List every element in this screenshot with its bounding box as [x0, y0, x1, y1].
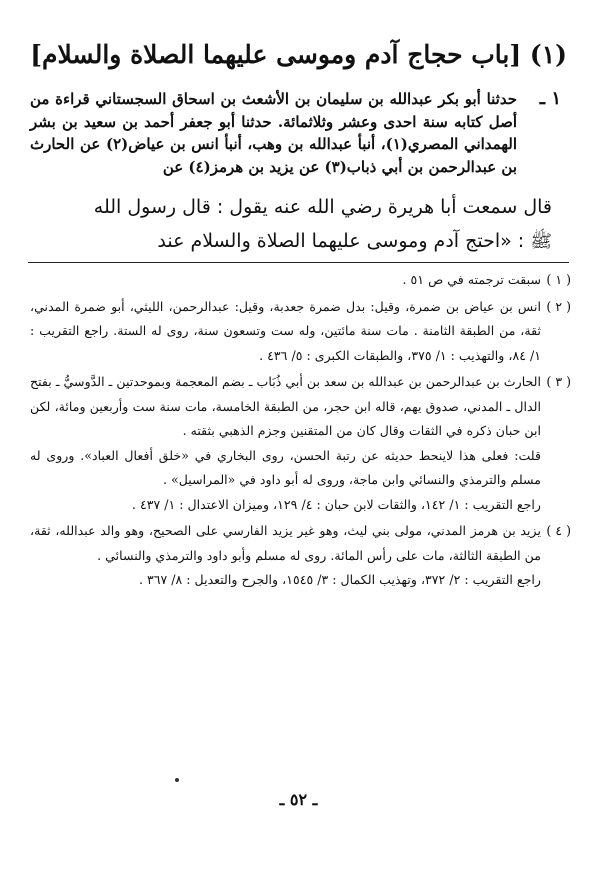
- footnote-references: راجع التقريب : ٢/ ٣٧٢، وتهذيب الكمال : ٣/ ١٥٤٥، والجرح والتعديل : ٨/ ٣٦٧ .: [138, 572, 541, 587]
- footnote-text: سبقت ترجمته في ص ٥١ .: [402, 272, 541, 287]
- hadith-number: ١ ـ: [539, 88, 561, 109]
- footnote-number: ( ١ ): [546, 272, 571, 287]
- footnote-1: [30, 268, 571, 293]
- footnote-2: [30, 295, 571, 369]
- footnote-number: ( ٣ ): [546, 374, 571, 389]
- ink-dot: [175, 778, 179, 782]
- footnote-text: الحارث بن عبدالرحمن بن عبدالله بن سعد بن أبي ذُبَاب ـ بضم المعجمة وبموحدتين ـ الدَّوسيُّ ـ بفتح الدال ـ المدني، صدوق يهم، قاله ابن حجر، من الطبقة الخامسة، مات سنة ست وأربعين ومائة، لكن ابن حبان ذكره في الثقات وقال كان من المتقنين وجزم الذهبي بثقته .: [30, 374, 541, 438]
- footnote-references: راجع التقريب : ١/ ١٤٢، والثقات لابن حبان : ٤/ ١٢٩، وميزان الاعتدال : ١/ ٤٣٧ .: [131, 496, 541, 512]
- hadith-matn: [30, 190, 552, 259]
- footnote-number: ( ٢ ): [546, 298, 571, 314]
- footnote-4: [30, 519, 571, 593]
- footnotes: [30, 268, 571, 595]
- page-number: ـ ٥٢ ـ: [279, 790, 318, 809]
- footnote-comment: قلت: فعلى هذا لاينحط حديثه عن رتبة الحسن، روى البخاري في «خلق أفعال العباد». وروى له مسلم والترمذي والنسائي وابن ماجة، وروى له أبو داود في «المراسيل» .: [30, 447, 541, 487]
- hadith-block: [30, 88, 567, 178]
- matn-line-2: : «احتج آدم وموسى عليهما الصلاة والسلام عند: [157, 230, 525, 252]
- hadith-isnad: حدثنا أبو بكر عبدالله بن سليمان بن الأشعث بن اسحاق السجستاني قراءة من أصل كتابه سنة احدى وعشر وثلاثمائة. حدثنا أبو جعفر أحمد بن سعيد بن بشر الهمداني المصري(١)، أنبأ عبدالله بن وهب، أنبأ انس بن عياض(٢) عن الحارث بن عبدالرحمن بن أبي ذباب(٣) عن يزيد بن هرمز(٤) عن: [30, 90, 517, 176]
- matn-line-2-wrap: [30, 224, 552, 259]
- salawat-ligature: ﷺ: [530, 231, 552, 252]
- chapter-title: (١) [باب حجاج آدم وموسى عليهما الصلاة والسلام]: [30, 40, 567, 69]
- footnote-divider: [28, 262, 569, 263]
- matn-line-1: قال سمعت أبا هريرة رضي الله عنه يقول : قال رسول الله: [93, 196, 552, 218]
- footnote-number: ( ٤ ): [546, 523, 571, 538]
- footnote-text: انس بن عياض بن ضمرة، وقيل: بدل ضمرة جعدبة، وقيل: عبدالرحمن، الليثي، أبو ضمرة المدني، ثقة، من الطبقة الثامنة . مات سنة مائتين، وله ست وتسعون سنة، روى له الستة. راجع التقريب : ١/ ٨٤، والتهذيب : ١/ ٣٧٥، والطبقات الكبرى : ٥/ ٤٣٦ .: [30, 298, 541, 363]
- footnote-text: يزيد بن هرمز المدني، مولى بني ليث، وهو غير يزيد الفارسي على الصحيح، وهو والد عبدالله، ثقة، من الطبقة الثالثة، مات على رأس المائة. روى له مسلم وأبو داود والترمذي والنسائي .: [30, 523, 541, 563]
- footnote-3: [30, 370, 571, 517]
